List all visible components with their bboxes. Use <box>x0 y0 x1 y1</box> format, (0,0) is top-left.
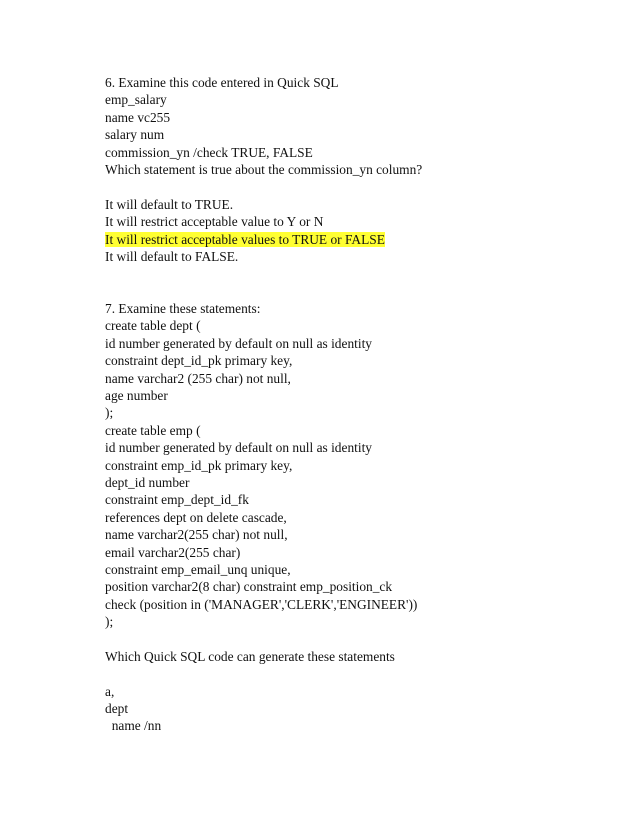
question-6-prompt: Which statement is true about the commission_yn column? <box>105 161 423 177</box>
option-1: It will default to TRUE. <box>105 196 234 212</box>
code-line: id number generated by default on null as identity <box>105 440 372 456</box>
question-7-title: 7. Examine these statements: <box>105 301 261 317</box>
spacer <box>105 665 605 682</box>
code-line: check (position in ('MANAGER','CLERK','ENGINEER')) <box>105 596 418 612</box>
question-6-title: 6. Examine this code entered in Quick SQL <box>105 75 339 90</box>
answer-line: name /nn <box>105 718 162 734</box>
question-7-prompt: Which Quick SQL code can generate these statements <box>105 648 395 664</box>
code-line: dept_id number <box>105 474 190 490</box>
code-line: name varchar2 (255 char) not null, <box>105 370 291 386</box>
code-line: ); <box>105 614 114 630</box>
code-line: references dept on delete cascade, <box>105 509 287 525</box>
code-line: email varchar2(255 char) <box>105 544 241 560</box>
code-line: emp_salary <box>105 92 167 108</box>
code-line: create table emp ( <box>105 422 201 438</box>
question-7 <box>105 300 605 735</box>
code-line: age number <box>105 388 168 404</box>
option-3-correct <box>105 231 605 248</box>
code-line: name varchar2(255 char) not null, <box>105 527 288 543</box>
code-line: id number generated by default on null as identity <box>105 335 372 351</box>
spacer <box>105 265 605 282</box>
answer-line: a, <box>105 683 115 699</box>
code-line: name vc255 <box>105 109 171 125</box>
question-6 <box>105 74 605 265</box>
code-line: ); <box>105 405 114 421</box>
correct-answer-highlight: It will restrict acceptable values to TRUE or FALSE <box>105 231 385 247</box>
spacer <box>105 631 605 648</box>
option-4: It will default to FALSE. <box>105 248 239 264</box>
code-line: salary num <box>105 127 165 143</box>
code-line: commission_yn /check TRUE, FALSE <box>105 144 313 160</box>
code-line: position varchar2(8 char) constraint emp_position_ck <box>105 579 393 595</box>
answer-line: dept <box>105 701 129 717</box>
code-line: create table dept ( <box>105 318 201 334</box>
code-line: constraint emp_id_pk primary key, <box>105 457 293 473</box>
option-2: It will restrict acceptable value to Y or N <box>105 214 324 230</box>
document-page <box>105 74 605 735</box>
spacer <box>105 283 605 300</box>
code-line: constraint emp_email_unq unique, <box>105 561 291 577</box>
spacer <box>105 178 605 195</box>
code-line: constraint emp_dept_id_fk <box>105 492 249 508</box>
code-line: constraint dept_id_pk primary key, <box>105 353 293 369</box>
